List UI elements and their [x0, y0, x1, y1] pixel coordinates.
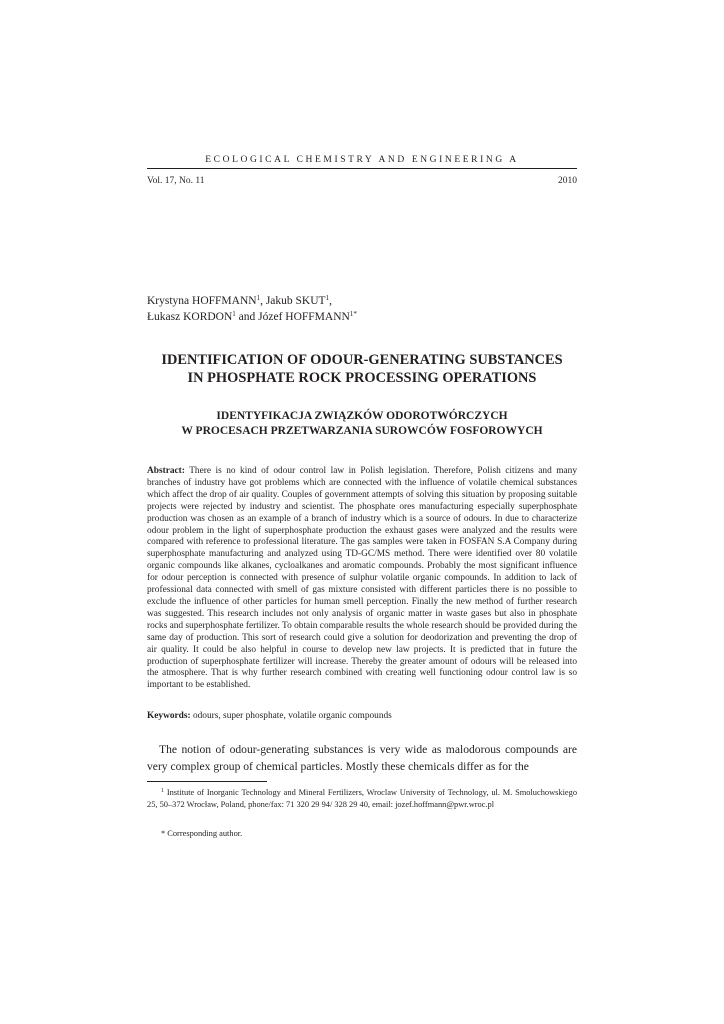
affiliation-marker: 1* — [349, 310, 357, 318]
title-line: IN PHOSPHATE ROCK PROCESSING OPERATIONS — [187, 370, 537, 386]
keywords — [147, 710, 577, 722]
affiliation-marker: 1 — [325, 294, 330, 302]
abstract-label: Abstract: — [147, 466, 185, 476]
header-rule — [147, 168, 577, 169]
author-name: Jakub SKUT — [265, 295, 326, 307]
volume-issue: Vol. 17, No. 11 — [147, 176, 205, 186]
body-paragraph: The notion of odour-generating substances is very wide as malodorous compounds are very complex group of chemical particles. Mostly these chemicals differ as for the — [147, 743, 577, 773]
footnote-corresponding: * Corresponding author. — [161, 829, 243, 838]
keywords-label: Keywords: — [147, 711, 191, 721]
paper-title — [147, 351, 577, 387]
title-line: IDENTIFICATION OF ODOUR-GENERATING SUBSTANCES — [161, 352, 563, 368]
affiliation-marker: 1 — [232, 310, 236, 318]
author-name: Łukasz KORDON — [147, 311, 233, 323]
title-line: W PROCESACH PRZETWARZANIA SUROWCÓW FOSFOROWYCH — [181, 425, 543, 437]
journal-name: ECOLOGICAL CHEMISTRY AND ENGINEERING A — [205, 155, 519, 165]
abstract — [147, 466, 577, 692]
author-name: Józef HOFFMANN — [258, 311, 350, 323]
title-line: IDENTYFIKACJA ZWIĄZKÓW ODOROTWÓRCZYCH — [216, 410, 508, 422]
author-list: Krystyna HOFFMANN$^1$, Jakub SKUT$^1$, Łukasz KORDON$^1$ and Józef $HOFFMANN^{1*}$ — [147, 294, 357, 323]
author-name: Krystyna HOFFMANN — [147, 295, 257, 307]
footnote-text: Institute of Inorganic Technology and Mineral Fertilizers, Wroclaw University of Technology, ul. M. Smoluchowskiego 25, 50–372 Wrocław, Poland, phone/fax: 71 320 29 94/ 328 29 40, email: jozef.hoffmann@pwr.wroc.pl — [147, 788, 578, 809]
footnote-affiliation — [147, 787, 577, 811]
author-conjunction: and — [238, 311, 256, 323]
keywords-text: odours, super phosphate, volatile organic compounds — [192, 711, 392, 721]
affiliation-marker: 1 — [256, 294, 261, 302]
footnote-rule — [147, 781, 267, 782]
abstract-text: There is no kind of odour control law in Polish legislation. Therefore, Polish citizens and many branches of industry have got problems which are connected with the influence of volatile chemical substances which affect the drop of air quality. Couples of government attempts of solving this situation by proposing suitable projects were rejected by industry and scientist. The phosphate ores manufacturing especially superphosphate production was chosen as an example of a branch of industry which is a source of odours. In due to characterize odour problem in the light of superphosphate production the exhaust gases were analyzed and the results were compared with reference to professional literature. The gas samples were taken in FOSFAN S.A Company during superphosphate manufacturing and analyzed using TD-GC/MS method. There were identified over 80 volatile organic compounds like alkanes, cycloalkanes and aromatic compounds. Probably the most significant influence for odour perception is connected with presence of sulphur volatile organic compounds. In addition to lack of professional data connected with smell of gas mixture consisted with different particles there is no possible to exclude the influence of other particles for human smell perception. Finally the new method of further research was suggested. This research includes not only analysis of organic matter in waste gases but also in phosphate rocks and superphosphate fertilizer. To obtain comparable results the whole research should be provided during the same day of production. This sort of research could give a solution for deodorization and preventing the drop of air quality. It could be also helpful in course to develop new law projects. It is predicted that in future the production of superphosphate fertilizer will increase. Thereby the greater amount of odours will be released into the atmosphere. That is why further research combined with creating well functioning odour control law is so important to be established. — [147, 466, 578, 691]
publication-year: 2010 — [558, 176, 577, 186]
paper-title-polish — [147, 409, 577, 439]
footnote-marker: 1 — [161, 788, 164, 794]
